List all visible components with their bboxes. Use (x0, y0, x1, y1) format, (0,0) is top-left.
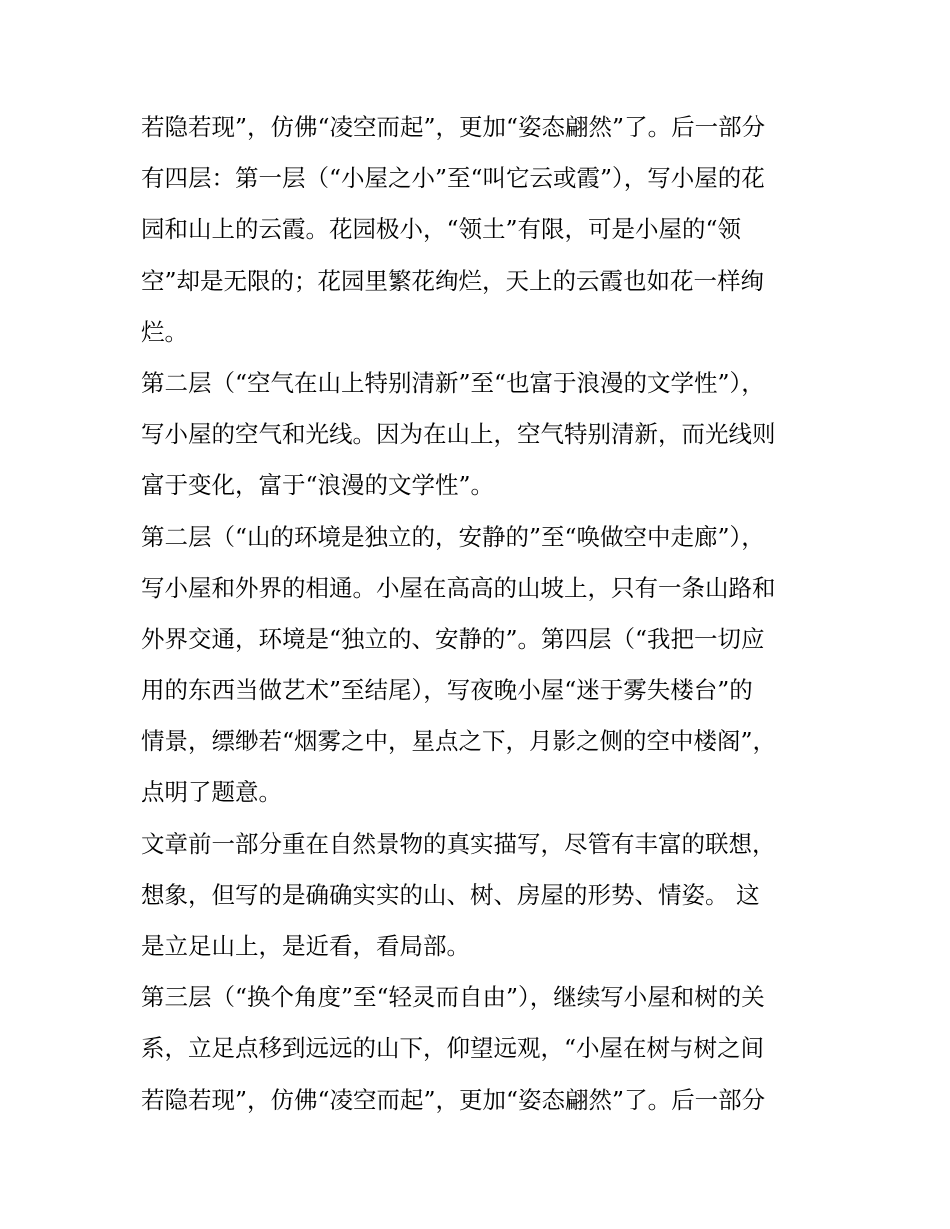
text-line-20: 若隐若现”，仿佛“凌空而起”，更加“姿态翩然”了。后一部分 (141, 1085, 766, 1114)
text-line-11: 外界交通，环境是“独立的、安静的”。第四层（“我把一切应 (141, 624, 765, 653)
text-line-3: 园和山上的云霞。花园极小，“领土”有限，可是小屋的“领 (141, 215, 742, 244)
text-line-16: 想象，但写的是确确实实的山、树、房屋的形势、情姿。 这 (141, 880, 760, 909)
text-line-7: 写小屋的空气和光线。因为在山上，空气特别清新，而光线则 (141, 420, 776, 449)
text-line-4: 空”却是无限的；花园里繁花绚烂，天上的云霞也如花一样绚 (141, 266, 765, 295)
text-line-2: 有四层：第一层（“小屋之小”至“叫它云或霞”），写小屋的花 (141, 164, 765, 193)
body-text (141, 102, 821, 1126)
text-line-6: 第二层（“空气在山上特别清新”至“也富于浪漫的文学性”）， (141, 368, 765, 397)
text-line-12: 用的东西当做艺术”至结尾），写夜晚小屋“迷于雾失楼台”的 (141, 676, 753, 705)
text-line-8: 富于变化，富于“浪漫的文学性”。 (141, 471, 495, 500)
text-line-17: 是立足山上，是近看，看局部。 (141, 932, 470, 960)
text-line-19: 系，立足点移到远远的山下，仰望远观，“小屋在树与树之间 (141, 1034, 765, 1063)
text-line-10: 写小屋和外界的相通。小屋在高高的山坡上，只有一条山路和 (141, 573, 776, 602)
text-line-18: 第三层（“换个角度”至“轻灵而自由”），继续写小屋和树的关 (141, 983, 765, 1012)
text-line-5: 烂。 (141, 317, 188, 346)
text-line-1: 若隐若现”，仿佛“凌空而起”，更加“姿态翩然”了。后一部分 (141, 113, 766, 141)
text-line-15: 文章前一部分重在自然景物的真实描写，尽管有丰富的联想， (141, 829, 776, 858)
text-line-13: 情景，缥缈若“烟雾之中，星点之下，月影之侧的空中楼阁”， (141, 727, 777, 756)
text-line-9: 第二层（“山的环境是独立的，安静的”至“唤做空中走廊”）， (141, 522, 765, 551)
text-line-14: 点明了题意。 (141, 778, 282, 807)
